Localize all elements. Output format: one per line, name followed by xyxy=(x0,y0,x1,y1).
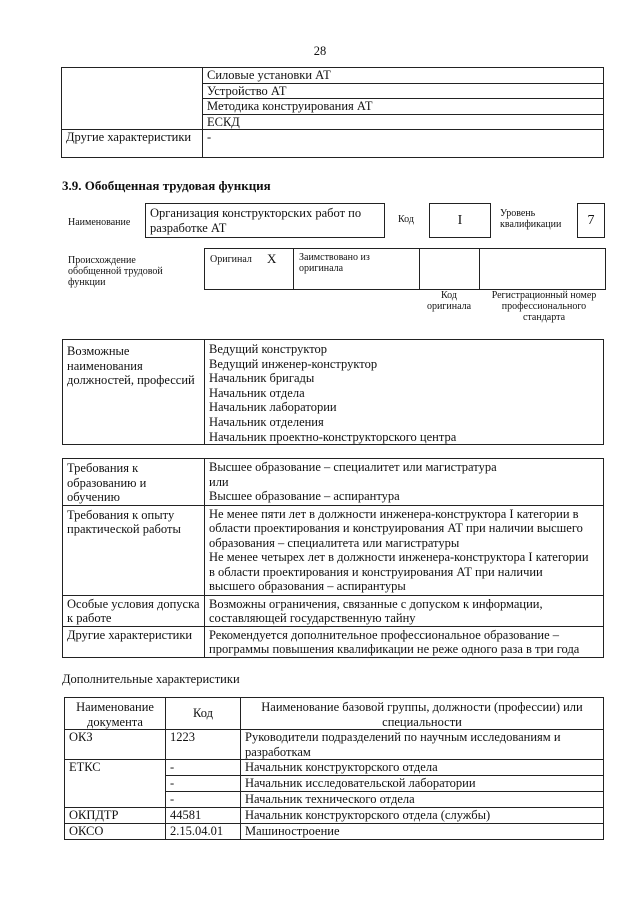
position-item: Начальник отдела xyxy=(209,385,305,400)
table-row xyxy=(65,730,604,760)
row-name: Начальник конструкторского отдела (службы) xyxy=(241,808,604,824)
row-doc: ЕТКС xyxy=(65,760,166,808)
positions-label: Возможные наименования должностей, профессий xyxy=(63,340,205,445)
col-header-code: Код xyxy=(166,698,241,730)
positions-table xyxy=(62,339,604,445)
knowledge-item: Устройство АТ xyxy=(203,83,604,99)
requirement-line: или xyxy=(209,474,229,489)
requirement-line: области проектирования и конструирования АТ при наличии высшего xyxy=(209,521,583,536)
requirement-line: Не менее пяти лет в должности инженера-конструктора I категории в xyxy=(209,506,579,521)
code-value: I xyxy=(429,203,491,238)
row-code: 1223 xyxy=(166,730,241,760)
table-row xyxy=(65,824,604,840)
name-label: Наименование xyxy=(68,217,131,228)
knowledge-table xyxy=(61,67,604,158)
other-value: - xyxy=(203,130,604,158)
position-item: Ведущий инженер-конструктор xyxy=(209,356,378,371)
row-name: Начальник исследовательской лаборатории xyxy=(241,776,604,792)
admission-label: Особые условия допуска к работе xyxy=(63,595,205,626)
requirement-line: Возможны ограничения, связанные с допуском к информации, xyxy=(209,596,543,611)
row-doc: ОКПДТР xyxy=(65,808,166,824)
code-original-caption: Код оригинала xyxy=(426,290,472,312)
education-label: Требования к образованию и обучению xyxy=(63,459,205,506)
position-item: Начальник лаборатории xyxy=(209,400,337,415)
additional-table xyxy=(64,697,604,840)
origin-label: Происхождение обобщенной трудовой функции xyxy=(68,255,163,288)
row-name: Машиностроение xyxy=(241,824,604,840)
requirement-line: составляющей государственную тайну xyxy=(209,611,416,626)
requirement-line: программы повышения квалификации не реже одного раза в три года xyxy=(209,642,580,657)
knowledge-item: Методика конструирования АТ xyxy=(203,99,604,115)
requirement-line: Высшее образование – аспирантура xyxy=(209,489,400,504)
row-doc: ОКСО xyxy=(65,824,166,840)
name-value: Организация конструкторских работ по разработке АТ xyxy=(150,206,362,235)
row-name: Руководители подразделений по научным исследованиям и разработкам xyxy=(241,730,604,760)
row-name: Начальник конструкторского отдела xyxy=(241,760,604,776)
other-characteristics-label: Другие характеристики xyxy=(63,626,205,657)
row-code: - xyxy=(166,776,241,792)
position-item: Начальник отделения xyxy=(209,414,324,429)
original-label: Оригинал xyxy=(210,254,252,265)
additional-title: Дополнительные характеристики xyxy=(62,672,240,686)
table-row xyxy=(65,808,604,824)
col-header-document: Наименование документа xyxy=(65,698,166,730)
requirement-line: Рекомендуется дополнительное профессиональное образование – xyxy=(209,627,560,642)
original-mark: X xyxy=(267,251,277,266)
requirement-line: образования – специалитета или магистратуры xyxy=(209,535,460,550)
requirement-line: высшего образования – аспирантуры xyxy=(209,579,406,594)
level-label: Уровень квалификации xyxy=(500,208,562,230)
position-item: Начальник бригады xyxy=(209,371,315,386)
row-code: - xyxy=(166,760,241,776)
knowledge-item: Силовые установки АТ xyxy=(203,68,604,84)
row-name: Начальник технического отдела xyxy=(241,792,604,808)
position-item: Начальник проектно-конструкторского центра xyxy=(209,429,457,444)
section-title: 3.9. Обобщенная трудовая функция xyxy=(62,178,271,193)
page-number: 28 xyxy=(313,44,327,58)
col-header-name: Наименование базовой группы, должности (профессии) или специальности xyxy=(241,698,604,730)
row-doc: ОКЗ xyxy=(65,730,166,760)
requirements-table xyxy=(62,458,604,658)
reg-number-caption: Регистрационный номер профессионального стандарта xyxy=(491,290,597,323)
level-value: 7 xyxy=(577,203,605,238)
row-code: - xyxy=(166,792,241,808)
position-item: Ведущий конструктор xyxy=(209,342,328,356)
borrowed-label: Заимствовано из оригинала xyxy=(299,252,370,274)
table-row xyxy=(65,760,604,776)
requirement-line: Не менее четырех лет в должности инженера-конструктора I категории xyxy=(209,550,589,565)
row-code: 44581 xyxy=(166,808,241,824)
knowledge-item: ЕСКД xyxy=(203,114,604,130)
row-code: 2.15.04.01 xyxy=(166,824,241,840)
name-value-box xyxy=(145,203,385,238)
other-label: Другие характеристики xyxy=(62,130,203,158)
origin-box xyxy=(204,248,606,290)
experience-label: Требования к опыту практической работы xyxy=(63,505,205,595)
requirement-line: Высшее образование – специалитет или магистратура xyxy=(209,460,497,474)
requirement-line: в области проектирования и конструирования АТ при наличии xyxy=(209,564,543,579)
code-label: Код xyxy=(398,214,414,225)
